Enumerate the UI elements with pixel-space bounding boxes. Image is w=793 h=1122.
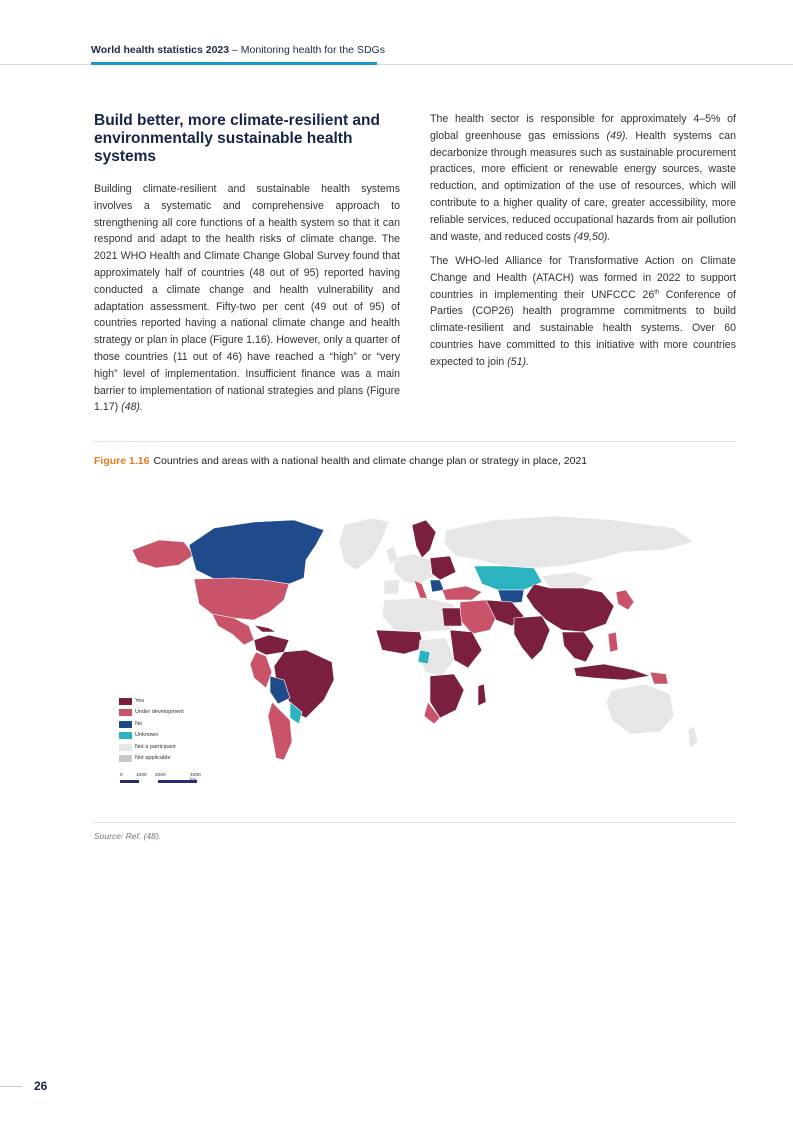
citation-ref: (48). bbox=[121, 401, 143, 414]
section-heading: Build better, more climate-resilient and environmentally sustainable health systems bbox=[94, 112, 380, 165]
header-title-rest: – Monitoring health for the SDGs bbox=[229, 44, 385, 56]
paragraph-text: The health sector is responsible for approximately 4–5% of global greenhouse gas emissions bbox=[430, 113, 736, 142]
map-region-argentina-chile bbox=[268, 702, 292, 760]
scale-bar-graphic bbox=[120, 780, 197, 783]
map-region-turkey-caucasus bbox=[442, 586, 482, 600]
map-region-png bbox=[650, 672, 668, 684]
scale-tick-4000: 4000 bbox=[190, 773, 201, 778]
paragraph-text: Building climate-resilient and sustainable health systems involves a systematic and comprehensive approach to strengthening all core functions of a health system so that it can respond and adapt to the health risks of climate change. The 2021 WHO Health and Climate Change Global Survey found that approximately half of countries (48 out of 95) reported having conducted a climate change and health vulnerability and adaptation assessment. Fifty-two per cent (49 out of 95) of countries reported having a national climate change and health strategy or plan in place (Figure 1.16). However, only a quarter of those countries (11 out of 46) have reached a “high” or “very high” level of implementation. Insufficient finance was a main barrier to implementation of national strategies and plans (Figure 1.17) bbox=[94, 183, 400, 414]
figure-label: Figure 1.16 bbox=[94, 455, 150, 467]
map-region-kazakhstan bbox=[474, 566, 542, 590]
running-header bbox=[91, 44, 385, 56]
scale-tick-2000: 2000 bbox=[155, 773, 166, 778]
map-region-peru bbox=[250, 652, 272, 688]
map-region-australia bbox=[606, 684, 674, 734]
map-region-russia bbox=[444, 516, 694, 568]
map-region-western-europe bbox=[394, 554, 434, 584]
header-accent-bar bbox=[91, 62, 377, 65]
page-number: 26 bbox=[34, 1079, 48, 1093]
citation-ref: (49,50). bbox=[573, 230, 611, 243]
map-regions bbox=[132, 516, 698, 760]
map-region-alaska bbox=[132, 540, 194, 568]
citation-ref: (49). bbox=[606, 129, 629, 142]
world-map-figure bbox=[94, 480, 734, 810]
map-region-canada bbox=[189, 520, 324, 584]
legend-swatch bbox=[119, 709, 132, 716]
map-region-east-africa bbox=[450, 630, 482, 668]
figure-bottom-rule bbox=[94, 822, 736, 823]
paragraph-text: Health systems can decarbonize through measures such as sustainable procurement practices, more efficient or renewable energy sources, waste reduction, and optimization of the use of resources, which will contribute to a higher quality of care, greater accessibility, more reliable services, reduced occupational hazards from air pollution and waste, and reduced costs bbox=[430, 129, 736, 243]
map-region-india bbox=[514, 616, 550, 660]
scale-tick-1000: 1000 bbox=[136, 773, 147, 778]
legend-label: Yes bbox=[135, 698, 145, 704]
body-paragraph-right-2 bbox=[430, 253, 736, 371]
legend-label: Under development bbox=[135, 709, 184, 716]
figure-caption-text: Countries and areas with a national health and climate change plan or strategy in place, 2021 bbox=[153, 455, 588, 467]
map-region-caribbean bbox=[254, 625, 276, 632]
map-region-gabon-congo bbox=[418, 650, 430, 664]
map-region-madagascar bbox=[478, 684, 486, 706]
map-region-new-zealand bbox=[688, 726, 698, 748]
legend-swatch bbox=[119, 755, 132, 762]
figure-top-rule bbox=[94, 441, 736, 442]
map-region-philippines bbox=[608, 632, 618, 652]
legend-label: Not a participant bbox=[135, 743, 176, 750]
paragraph-text: The WHO-led Alliance for Transformative Action on Climate Change and Health (ATACH) was formed in 2022 to support countries in implementing their UNFCCC 26 bbox=[430, 255, 736, 301]
legend-swatch bbox=[119, 732, 132, 739]
map-region-iberia bbox=[384, 580, 400, 594]
world-map-svg bbox=[94, 480, 734, 810]
scale-tick-0: 0 bbox=[120, 773, 123, 778]
body-paragraph-left bbox=[94, 181, 400, 416]
map-region-egypt bbox=[442, 608, 462, 626]
page-number-rule bbox=[0, 1086, 22, 1087]
legend-label: Unknown bbox=[135, 732, 159, 739]
map-region-scandinavia bbox=[412, 520, 436, 558]
map-region-mongolia bbox=[542, 572, 594, 588]
map-region-greenland bbox=[339, 518, 389, 570]
paragraph-text: Conference of Parties (COP26) health programme commitments to build climate-resilient and sustainable health systems. Over 60 countries have committed to this initiative with more countries expected to join bbox=[430, 288, 736, 368]
map-region-southeast-asia bbox=[562, 632, 594, 662]
map-scale-bar bbox=[120, 773, 200, 787]
legend-label: Not applicable bbox=[135, 754, 171, 761]
citation-ref: (51). bbox=[507, 355, 529, 368]
ordinal-superscript: th bbox=[654, 289, 660, 296]
figure-caption bbox=[94, 455, 587, 467]
legend-label: No bbox=[135, 720, 143, 727]
map-region-west-africa bbox=[376, 630, 424, 654]
header-title-bold: World health statistics 2023 bbox=[91, 44, 230, 56]
map-region-indonesia bbox=[574, 664, 650, 680]
legend-swatch bbox=[119, 744, 132, 751]
figure-source: Source: Ref. (48). bbox=[94, 831, 162, 841]
legend-swatch bbox=[119, 721, 132, 728]
map-region-korea-japan bbox=[616, 590, 634, 610]
map-region-usa bbox=[194, 578, 289, 620]
body-paragraph-right-1 bbox=[430, 111, 736, 245]
legend-swatch bbox=[119, 698, 132, 705]
